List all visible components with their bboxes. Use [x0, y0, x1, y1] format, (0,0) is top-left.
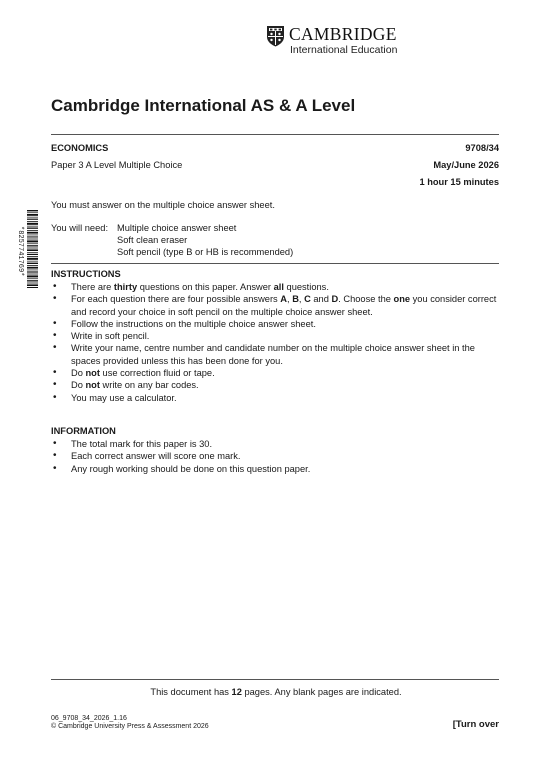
subject-name: ECONOMICS: [51, 143, 109, 153]
instruction-text: you consider correct: [410, 294, 497, 305]
instruction-emphasis: A: [280, 294, 288, 305]
instruction-item: [51, 330, 496, 342]
instruction-text: Write your name, centre number and candidate number on the multiple choice answer sheet in the: [71, 343, 475, 354]
instruction-item: [51, 281, 496, 293]
barcode-number: *8257741769*: [16, 226, 24, 277]
barcode: [27, 210, 38, 288]
instruction-emphasis: not: [85, 368, 100, 379]
instruction-text: Write in soft pencil.: [71, 331, 150, 342]
paper-title: Paper 3 A Level Multiple Choice: [51, 160, 183, 170]
cambridge-crest-icon: [266, 25, 285, 47]
instruction-emphasis: not: [85, 380, 100, 391]
instruction-text: questions.: [283, 282, 329, 292]
instructions-list: [51, 281, 496, 404]
page-count-suffix: pages. Any blank pages are indicated.: [241, 687, 402, 697]
instruction-emphasis: thirty: [113, 282, 138, 292]
instruction-item-continuation: [51, 355, 496, 367]
instruction-item-continuation: [51, 306, 496, 318]
logo-brand: CAMBRIDGE: [289, 24, 397, 44]
information-heading: INFORMATION: [51, 426, 116, 436]
you-will-need-label: You will need:: [51, 223, 109, 233]
instruction-item: [51, 367, 496, 379]
paper-code: 9708/34: [465, 143, 499, 153]
information-item: • The total mark for this paper is 30.: [51, 438, 310, 450]
instruction-text: and: [310, 294, 332, 305]
instruction-emphasis: one: [393, 294, 411, 305]
need-item: Soft clean eraser: [117, 235, 188, 245]
instruction-text: Follow the instructions on the multiple choice answer sheet.: [71, 318, 316, 329]
information-list: [51, 438, 310, 475]
page-count: 12: [231, 687, 242, 697]
information-item: • Each correct answer will score one mark.: [51, 450, 310, 462]
instruction-text: spaces provided unless this has been done for you.: [71, 355, 283, 366]
instruction-text: ,: [298, 294, 305, 305]
instruction-text: Do: [71, 368, 86, 379]
page-count-prefix: This document has: [150, 687, 232, 697]
cambridge-logo: [266, 24, 406, 58]
header-top-rule: [51, 134, 499, 135]
exam-session: May/June 2026: [433, 160, 499, 170]
section-rule: [51, 263, 499, 264]
instruction-text: For each question there are four possible answers: [71, 294, 281, 305]
instruction-emphasis: D: [331, 294, 339, 305]
page-count-note: [0, 686, 552, 698]
instruction-text: and record your choice in soft pencil on the multiple choice answer sheet.: [71, 306, 373, 317]
instructions-heading: INSTRUCTIONS: [51, 269, 121, 279]
turn-over-label: [Turn over: [452, 719, 499, 730]
instruction-text: Do: [71, 380, 86, 391]
instruction-text: ,: [287, 294, 293, 305]
instruction-item: [51, 379, 496, 391]
copyright-notice: © Cambridge University Press & Assessment 2026: [51, 723, 209, 730]
document-reference: 06_9708_34_2026_1.16: [51, 715, 127, 722]
instruction-emphasis: B: [292, 294, 299, 305]
instruction-text: write on any bar codes.: [99, 380, 199, 391]
footer-rule: [51, 679, 499, 680]
instruction-item: [51, 293, 496, 305]
logo-subtitle: International Education: [290, 44, 398, 56]
instruction-emphasis: C: [304, 294, 311, 305]
answer-sheet-note: You must answer on the multiple choice answer sheet.: [51, 200, 275, 210]
information-item: • Any rough working should be done on this question paper.: [51, 463, 310, 475]
page-title: Cambridge International AS & A Level: [51, 96, 356, 115]
instruction-item: [51, 392, 496, 404]
instruction-item: [51, 318, 496, 330]
instruction-text: questions on this paper. Answer: [137, 282, 274, 292]
exam-duration: 1 hour 15 minutes: [419, 177, 499, 187]
need-item: Multiple choice answer sheet: [117, 223, 237, 233]
instruction-text: There are: [71, 282, 114, 292]
instruction-item: [51, 342, 496, 354]
instruction-text: use correction fluid or tape.: [99, 368, 215, 379]
instruction-text: . Choose the: [338, 294, 394, 305]
instruction-text: You may use a calculator.: [71, 392, 177, 403]
instruction-emphasis: all: [273, 282, 284, 292]
need-item: Soft pencil (type B or HB is recommended): [117, 247, 294, 257]
